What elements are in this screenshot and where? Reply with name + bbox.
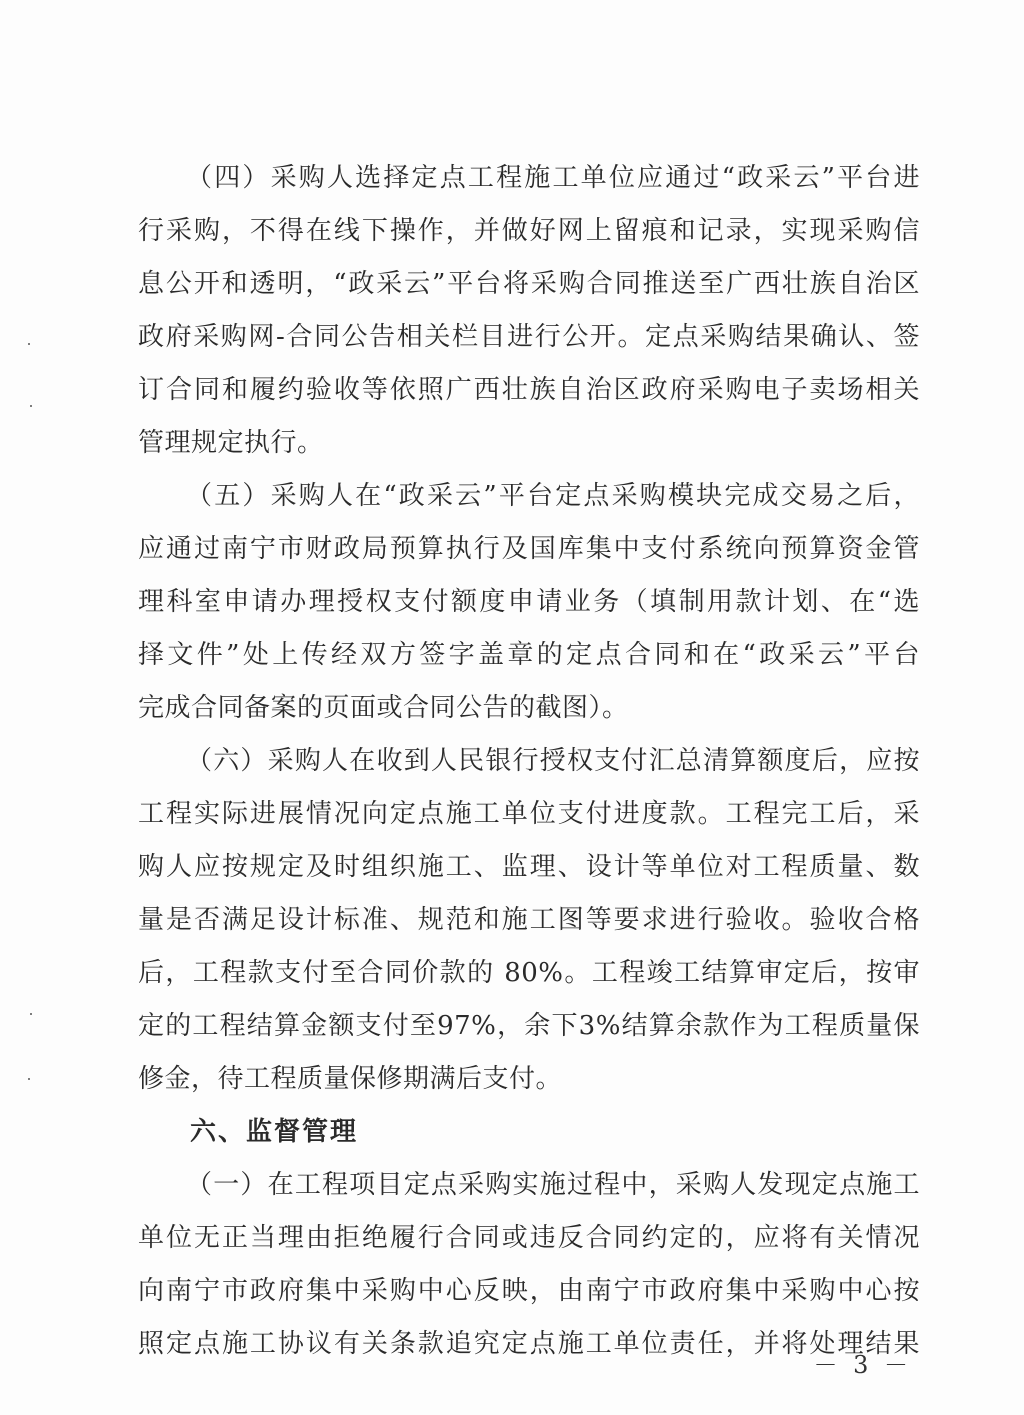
text-line: 完成合同备案的页面或合同公告的截图）。 [138,693,629,723]
text-line: 照定点施工协议有关条款追究定点施工单位责任，并将处理结果 [138,1329,920,1359]
text-line: 工程实际进展情况向定点施工单位支付进度款。工程完工后，采 [138,799,920,829]
text-line: 定的工程结算金额支付至97%，余下3%结算余款作为工程质量保 [138,1011,920,1041]
text-line: 行采购，不得在线下操作，并做好网上留痕和记录，实现采购信 [138,216,920,246]
text-line: 息公开和透明，“政采云”平台将采购合同推送至广西壮族自治区 [138,269,920,299]
text-line: （五）采购人在“政采云”平台定点采购模块完成交易之后， [186,481,920,511]
text-line: （六）采购人在收到人民银行授权支付汇总清算额度后，应按 [186,746,920,776]
document-body [138,152,920,1371]
text-line: 择文件”处上传经双方签字盖章的定点合同和在“政采云”平台 [138,640,920,670]
text-line: 单位无正当理由拒绝履行合同或违反合同约定的，应将有关情况 [138,1223,920,1253]
scan-speck [28,343,30,345]
scan-speck [28,1078,30,1080]
text-line: 后，工程款支付至合同价款的 80%。工程竣工结算审定后，按审 [138,958,920,988]
section-heading: 六、监督管理 [190,1117,359,1147]
page-number: － 3 － [813,1351,912,1379]
scan-speck [30,1013,32,1015]
text-line: 管理规定执行。 [138,428,324,458]
text-line: 政府采购网-合同公告相关栏目进行公开。定点采购结果确认、签 [138,322,920,352]
text-line: （四）采购人选择定点工程施工单位应通过“政采云”平台进 [186,163,920,193]
text-line: 修金，待工程质量保修期满后支付。 [138,1064,563,1094]
text-line: 理科室申请办理授权支付额度申请业务（填制用款计划、在“选 [138,587,920,617]
text-line: 购人应按规定及时组织施工、监理、设计等单位对工程质量、数 [138,852,920,882]
text-line: 量是否满足设计标准、规范和施工图等要求进行验收。验收合格 [138,905,920,935]
text-line: 订合同和履约验收等依照广西壮族自治区政府采购电子卖场相关 [138,375,920,405]
scan-speck [30,405,32,407]
text-line: 应通过南宁市财政局预算执行及国库集中支付系统向预算资金管 [138,534,920,564]
text-line: 向南宁市政府集中采购中心反映，由南宁市政府集中采购中心按 [138,1276,920,1306]
text-line: （一）在工程项目定点采购实施过程中，采购人发现定点施工 [186,1170,920,1200]
